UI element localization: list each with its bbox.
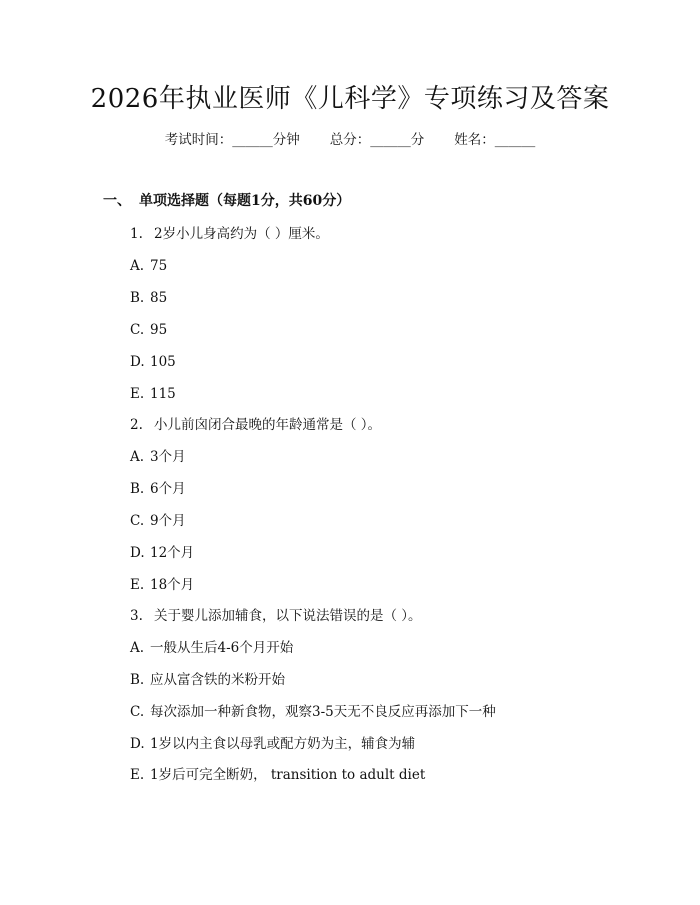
option-text: 75 — [150, 258, 168, 274]
option-text: 1岁以内主食以母乳或配方奶为主，辅食为辅 — [150, 736, 416, 752]
option-text: 3个月 — [150, 449, 186, 465]
question-text: 2岁小儿身高约为（ ）厘米。 — [154, 226, 329, 242]
option-2e — [130, 576, 194, 594]
option-label: C. — [130, 704, 145, 720]
option-label: E. — [130, 386, 145, 402]
name-field: 姓名：______ — [454, 132, 536, 148]
option-text: 6个月 — [150, 481, 186, 497]
option-text: 18个月 — [150, 577, 195, 593]
option-text: 每次添加一种新食物，观察3-5天无不良反应再添加下一种 — [150, 704, 496, 720]
option-label: A. — [130, 258, 145, 274]
option-3e — [130, 766, 425, 784]
exam-info-line — [0, 131, 700, 149]
option-label: B. — [130, 290, 145, 306]
exam-time-field: 考试时间：______分钟 — [164, 132, 300, 148]
question-2 — [130, 416, 381, 434]
option-3a — [130, 639, 293, 657]
question-number: 2. — [130, 417, 143, 433]
option-2a — [130, 448, 186, 466]
option-1b — [130, 289, 167, 307]
question-1 — [130, 225, 329, 243]
section-title: 单项选择题（每题1分，共60分） — [139, 193, 351, 209]
option-text: 1岁后可完全断奶， transition to adult diet — [150, 767, 426, 783]
option-1e — [130, 385, 176, 403]
option-label: D. — [130, 545, 145, 561]
option-text: 105 — [150, 354, 176, 370]
section-heading — [103, 191, 350, 211]
option-label: C. — [130, 322, 145, 338]
question-text: 关于婴儿添加辅食，以下说法错误的是（ ）。 — [154, 608, 422, 624]
option-text: 85 — [150, 290, 168, 306]
question-3 — [130, 607, 422, 625]
option-2d — [130, 544, 194, 562]
option-label: E. — [130, 577, 145, 593]
option-1a — [130, 257, 167, 275]
option-text: 应从富含铁的米粉开始 — [150, 672, 285, 688]
option-label: B. — [130, 672, 145, 688]
question-number: 3. — [130, 608, 143, 624]
option-label: C. — [130, 513, 145, 529]
question-text: 小儿前囟闭合最晚的年龄通常是（ ）。 — [154, 417, 382, 433]
option-label: D. — [130, 354, 145, 370]
option-3d — [130, 735, 415, 753]
option-text: 一般从生后4-6个月开始 — [150, 640, 294, 656]
option-label: D. — [130, 736, 145, 752]
total-score-field: 总分：______分 — [329, 132, 425, 148]
option-label: B. — [130, 481, 145, 497]
option-2c — [130, 512, 186, 530]
option-text: 95 — [150, 322, 168, 338]
option-label: A. — [130, 449, 145, 465]
option-text: 12个月 — [150, 545, 195, 561]
option-text: 9个月 — [150, 513, 186, 529]
option-3b — [130, 671, 285, 689]
option-text: 115 — [150, 386, 176, 402]
document-title: 2026年执业医师《儿科学》专项练习及答案 — [90, 84, 610, 114]
option-1c — [130, 321, 167, 339]
option-2b — [130, 480, 186, 498]
option-1d — [130, 353, 176, 371]
section-number: 一、 — [103, 193, 131, 209]
option-3c — [130, 703, 496, 721]
option-label: A. — [130, 640, 145, 656]
option-label: E. — [130, 767, 145, 783]
question-number: 1. — [130, 226, 143, 242]
